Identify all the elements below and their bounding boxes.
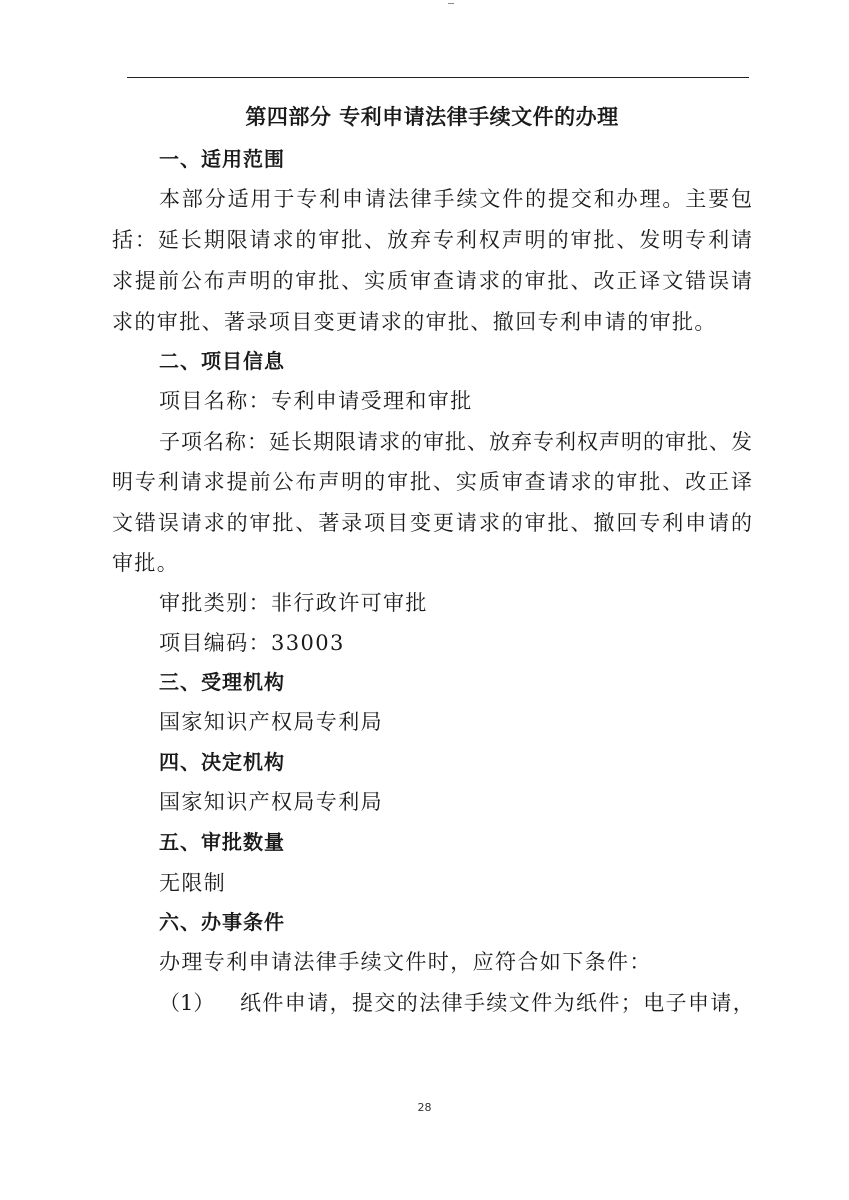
section-heading-scope: 一、适用范围 bbox=[159, 147, 285, 171]
top-mark bbox=[448, 0, 454, 4]
sub-item-line: 子项名称：延长期限请求的审批、放弃专利权声明的审批、发 bbox=[159, 430, 752, 454]
sub-item-line: 明专利请求提前公布声明的审批、实质审查请求的审批、改正译 bbox=[112, 470, 752, 494]
section-heading-decider: 四、决定机构 bbox=[159, 750, 285, 774]
scope-para-line: 求提前公布声明的审批、实质审查请求的审批、改正译文错误请 bbox=[112, 269, 752, 293]
scope-para-line: 本部分适用于专利申请法律手续文件的提交和办理。主要包 bbox=[159, 187, 752, 211]
decider-text: 国家知识产权局专利局 bbox=[159, 790, 383, 814]
condition-item-text: 纸件申请，提交的法律手续文件为纸件；电子申请， bbox=[240, 991, 756, 1015]
section-heading-conditions: 六、办事条件 bbox=[159, 910, 285, 934]
sub-item-line: 审批。 bbox=[112, 551, 180, 575]
acceptor-text: 国家知识产权局专利局 bbox=[159, 710, 383, 734]
project-name: 项目名称：专利申请受理和审批 bbox=[159, 389, 473, 413]
scope-para-line: 括：延长期限请求的审批、放弃专利权声明的审批、发明专利请 bbox=[112, 228, 752, 252]
section-heading-info: 二、项目信息 bbox=[159, 349, 285, 373]
scope-para-line: 求的审批、著录项目变更请求的审批、撤回专利申请的审批。 bbox=[112, 310, 717, 334]
page-number: 28 bbox=[417, 1101, 432, 1114]
page-title: 第四部分 专利申请法律手续文件的办理 bbox=[245, 105, 619, 129]
condition-item-number: （1） bbox=[159, 991, 215, 1015]
quantity-text: 无限制 bbox=[159, 871, 227, 895]
sub-item-line: 文错误请求的审批、著录项目变更请求的审批、撤回专利申请的 bbox=[112, 511, 752, 535]
approval-category: 审批类别：非行政许可审批 bbox=[159, 591, 428, 615]
section-heading-acceptor: 三、受理机构 bbox=[159, 670, 285, 694]
conditions-intro: 办理专利申请法律手续文件时，应符合如下条件： bbox=[159, 950, 652, 974]
project-code: 项目编码：33003 bbox=[159, 631, 345, 655]
section-heading-quantity: 五、审批数量 bbox=[159, 830, 285, 854]
header-rule bbox=[127, 77, 749, 78]
